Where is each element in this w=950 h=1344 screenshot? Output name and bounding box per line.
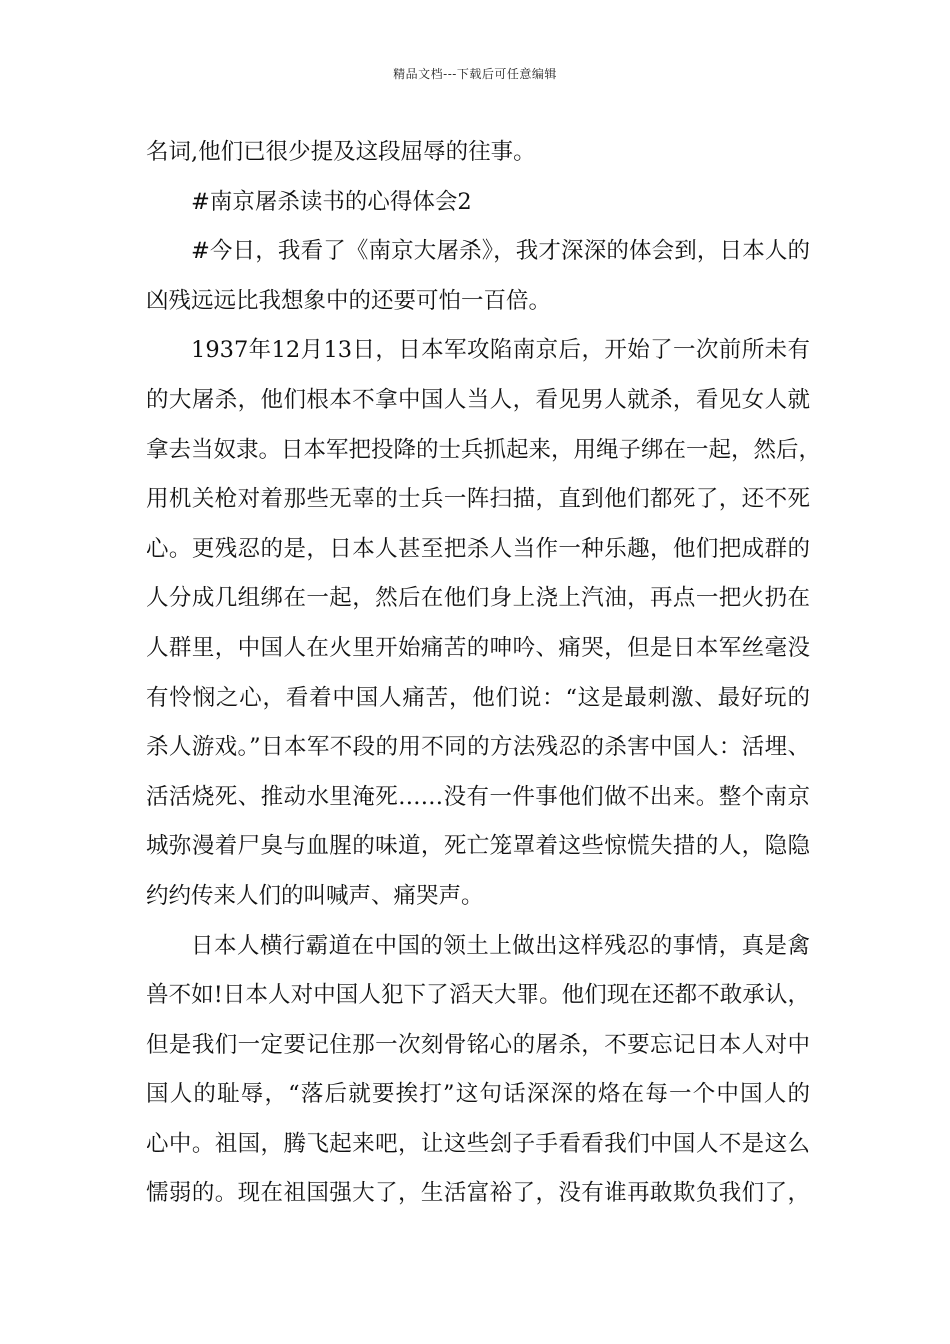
text-line: 心中。祖国，腾飞起来吧，让这些刽子手看看我们中国人不是这么 [146,1130,810,1157]
text-line: 活活烧死、推动水里淹死……没有一件事他们做不出来。整个南京 [146,783,810,810]
text-line: 城弥漫着尸臭与血腥的味道，死亡笼罩着这些惊慌失措的人，隐隐 [146,833,810,860]
section-heading: #南京屠杀读书的心得体会2 [191,188,472,215]
text-line: 的大屠杀，他们根本不拿中国人当人，看见男人就杀，看见女人就 [146,386,810,413]
text-line: 1937年12月13日，日本军攻陷南京后，开始了一次前所未有 [191,337,810,364]
text-line: 拿去当奴隶。日本军把投降的士兵抓起来，用绳子绑在一起，然后， [146,436,822,463]
text-line: 心。更残忍的是，日本人甚至把杀人当作一种乐趣，他们把成群的 [146,535,810,562]
text-line: 名词,他们已很少提及这段屈辱的往事。 [146,139,536,165]
text-line: 用机关枪对着那些无辜的士兵一阵扫描，直到他们都死了，还不死 [146,486,810,513]
text-line: 约约传来人们的叫喊声、痛哭声。 [146,882,484,909]
text-line: 有怜悯之心，看着中国人痛苦，他们说：“这是最刺激、最好玩的 [146,684,810,711]
text-line: 但是我们一定要记住那一次刻骨铭心的屠杀，不要忘记日本人对中 [146,1031,810,1058]
text-line: 凶残远远比我想象中的还要可怕一百倍。 [146,287,552,314]
document-body [146,128,822,1219]
text-line: 兽不如!日本人对中国人犯下了滔天大罪。他们现在还都不敢承认， [146,982,810,1009]
text-line: 日本人横行霸道在中国的领土上做出这样残忍的事情，真是禽 [191,932,810,959]
text-line: 懦弱的。现在祖国强大了，生活富裕了，没有谁再敢欺负我们了， [146,1180,810,1207]
text-line: #今日，我看了《南京大屠杀》，我才深深的体会到，日本人的 [191,238,810,265]
text-line: 人分成几组绑在一起，然后在他们身上浇上汽油，再点一把火扔在 [146,585,810,612]
text-line: 人群里，中国人在火里开始痛苦的呻吟、痛哭，但是日本军丝毫没 [146,634,810,661]
page-header: 精品文档---下载后可任意编辑 [393,67,557,81]
text-line: 杀人游戏。”日本军不段的用不同的方法残忍的杀害中国人：活埋、 [146,734,810,761]
text-line: 国人的耻辱，“落后就要挨打”这句话深深的烙在每一个中国人的 [146,1081,810,1108]
